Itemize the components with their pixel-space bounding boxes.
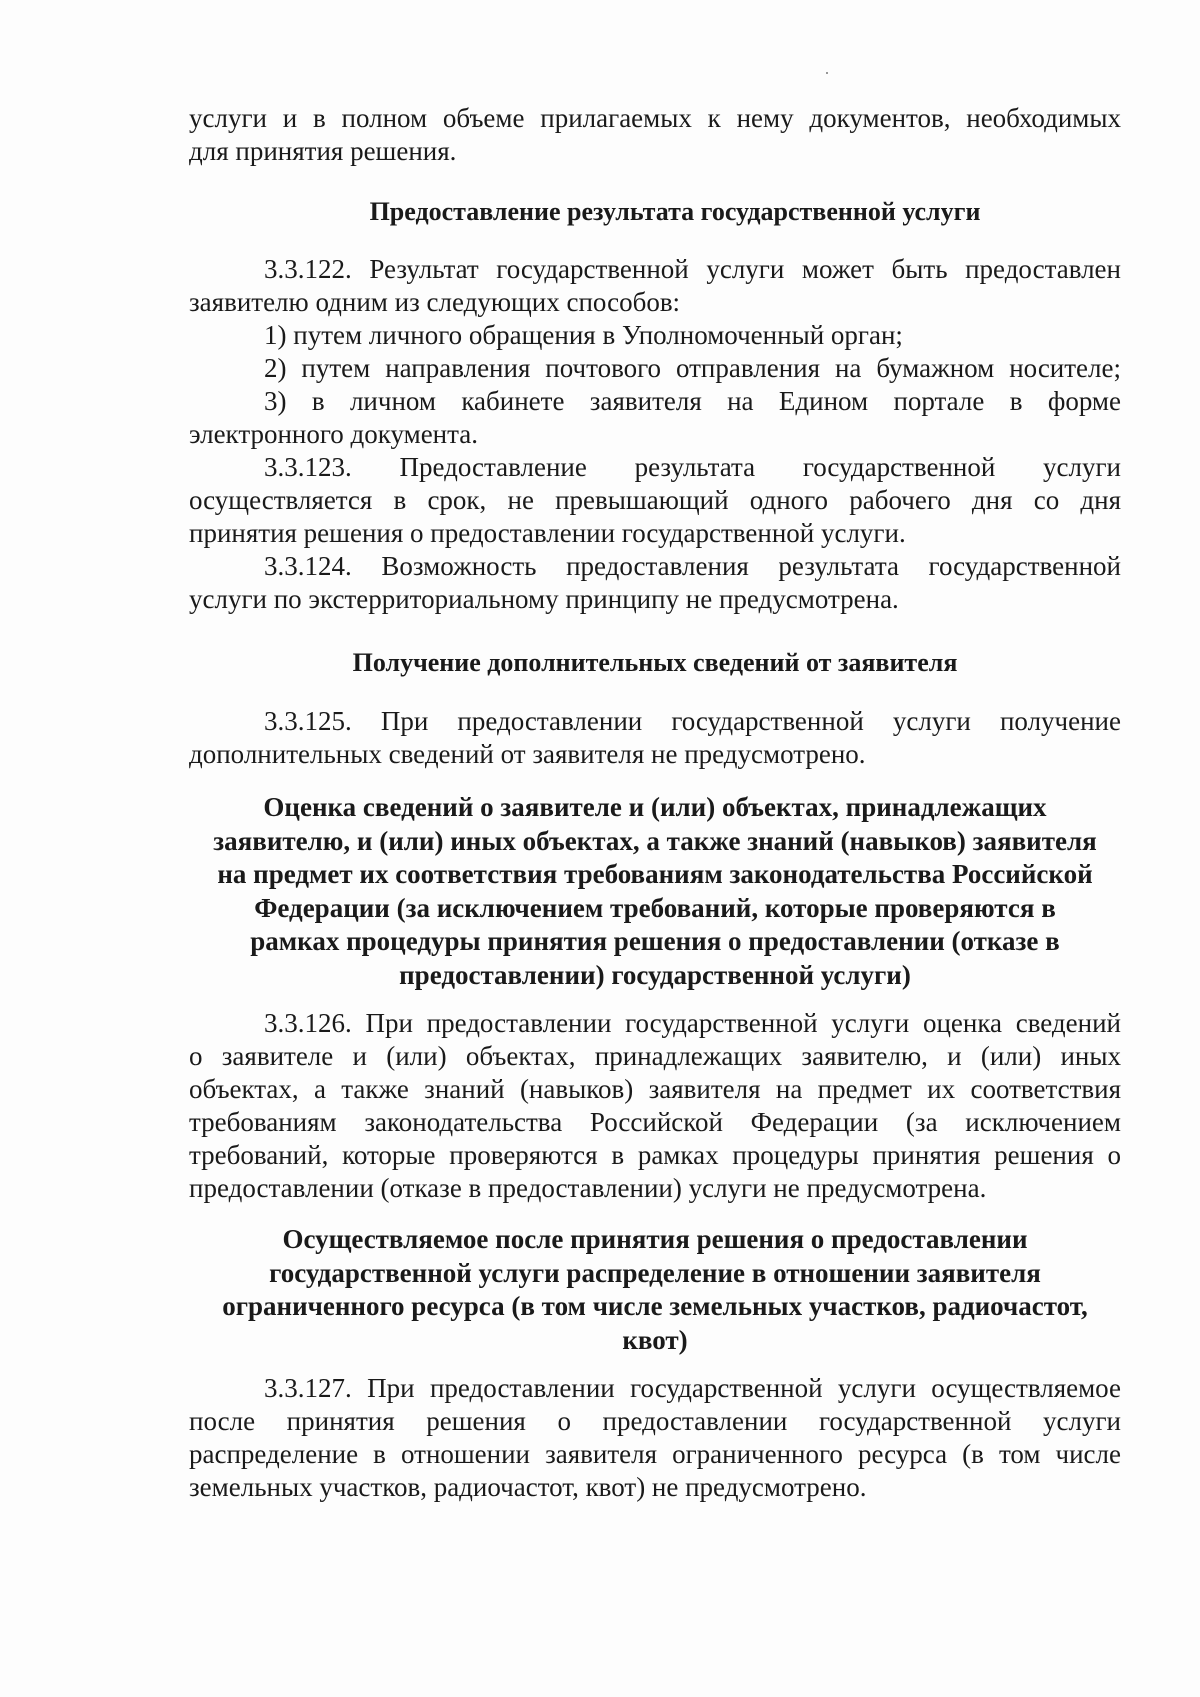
text-line: предоставлении (отказе в предоставлении) услуги не предусмотрена. [189, 1173, 987, 1203]
continuation-paragraph [189, 102, 1121, 168]
paragraph-3-3-122 [189, 253, 1121, 319]
paragraph-3-3-124 [189, 550, 1121, 616]
heading-line: рамках процедуры принятия решения о предоставлении (отказе в [250, 926, 1060, 956]
text-line: электронного документа. [189, 419, 478, 449]
text-line: осуществляется в срок, не превышающий одного рабочего дня со дня [189, 485, 1121, 515]
text-line: земельных участков, радиочастот, квот) не предусмотрено. [189, 1472, 867, 1502]
text-line: распределение в отношении заявителя ограниченного ресурса (в том числе [189, 1439, 1121, 1469]
text-line: о заявителе и (или) объектах, принадлежащих заявителю, и (или) иных [189, 1041, 1121, 1071]
text-line: 3.3.122. Результат государственной услуги может быть предоставлен [264, 254, 1121, 284]
text-line: объектах, а также знаний (навыков) заявителя на предмет их соответствия [189, 1074, 1121, 1104]
text-line: 3.3.126. При предоставлении государственной услуги оценка сведений [264, 1008, 1121, 1038]
text-line: 3.3.127. При предоставлении государственной услуги осуществляемое [264, 1373, 1121, 1403]
section-heading-additional-info: Получение дополнительных сведений от заявителя [352, 648, 958, 677]
text-line: 3.3.124. Возможность предоставления результата государственной [264, 551, 1121, 581]
paragraph-3-3-127 [189, 1372, 1121, 1504]
heading-line: Осуществляемое после принятия решения о предоставлении [282, 1224, 1028, 1254]
text-line: 3) в личном кабинете заявителя на Едином портале в форме [264, 386, 1121, 416]
text-line: дополнительных сведений от заявителя не предусмотрено. [189, 739, 866, 769]
list-item: 2) путем направления почтового отправления на бумажном носителе; [264, 353, 1121, 383]
text-line: заявителю одним из следующих способов: [189, 287, 681, 317]
heading-line: ограниченного ресурса (в том числе земельных участков, радиочастот, [222, 1291, 1088, 1321]
document-body [189, 102, 1121, 1504]
heading-line: на предмет их соответствия требованиям законодательства Российской [217, 859, 1093, 889]
heading-line: Оценка сведений о заявителе и (или) объектах, принадлежащих [263, 792, 1047, 822]
heading-line: квот) [622, 1324, 688, 1355]
section-heading-result: Предоставление результата государственной услуги [369, 197, 981, 226]
text-line: 3.3.125. При предоставлении государственной услуги получение [264, 706, 1121, 736]
paragraph-3-3-123 [189, 451, 1121, 550]
section-heading-assessment [189, 791, 1121, 992]
text-line: после принятия решения о предоставлении государственной услуги [189, 1406, 1121, 1436]
heading-line: государственной услуги распределение в отношении заявителя [269, 1257, 1041, 1288]
text-line: услуги по экстерриториальному принципу не предусмотрена. [189, 584, 899, 614]
scan-speck [826, 72, 828, 74]
section-heading-resource [189, 1223, 1121, 1357]
text-line: требований, которые проверяются в рамках процедуры принятия решения о [189, 1140, 1121, 1170]
text-line: требованиям законодательства Российской Федерации (за исключением [189, 1107, 1121, 1137]
text-line: для принятия решения. [189, 136, 457, 166]
heading-line: заявителю, и (или) иных объектах, а также знаний (навыков) заявителя [213, 825, 1097, 856]
paragraph-3-3-126 [189, 1007, 1121, 1205]
text-line: принятия решения о предоставлении государственной услуги. [189, 518, 906, 548]
list-item-3 [189, 385, 1121, 451]
heading-line: предоставлении) государственной услуги) [399, 959, 911, 990]
text-line: услуги и в полном объеме прилагаемых к нему документов, необходимых [189, 103, 1121, 133]
text-line: 3.3.123. Предоставление результата государственной услуги [264, 452, 1121, 482]
heading-line: Федерации (за исключением требований, которые проверяются в [254, 892, 1056, 923]
list-item: 1) путем личного обращения в Уполномоченный орган; [264, 320, 903, 350]
paragraph-3-3-125 [189, 705, 1121, 771]
